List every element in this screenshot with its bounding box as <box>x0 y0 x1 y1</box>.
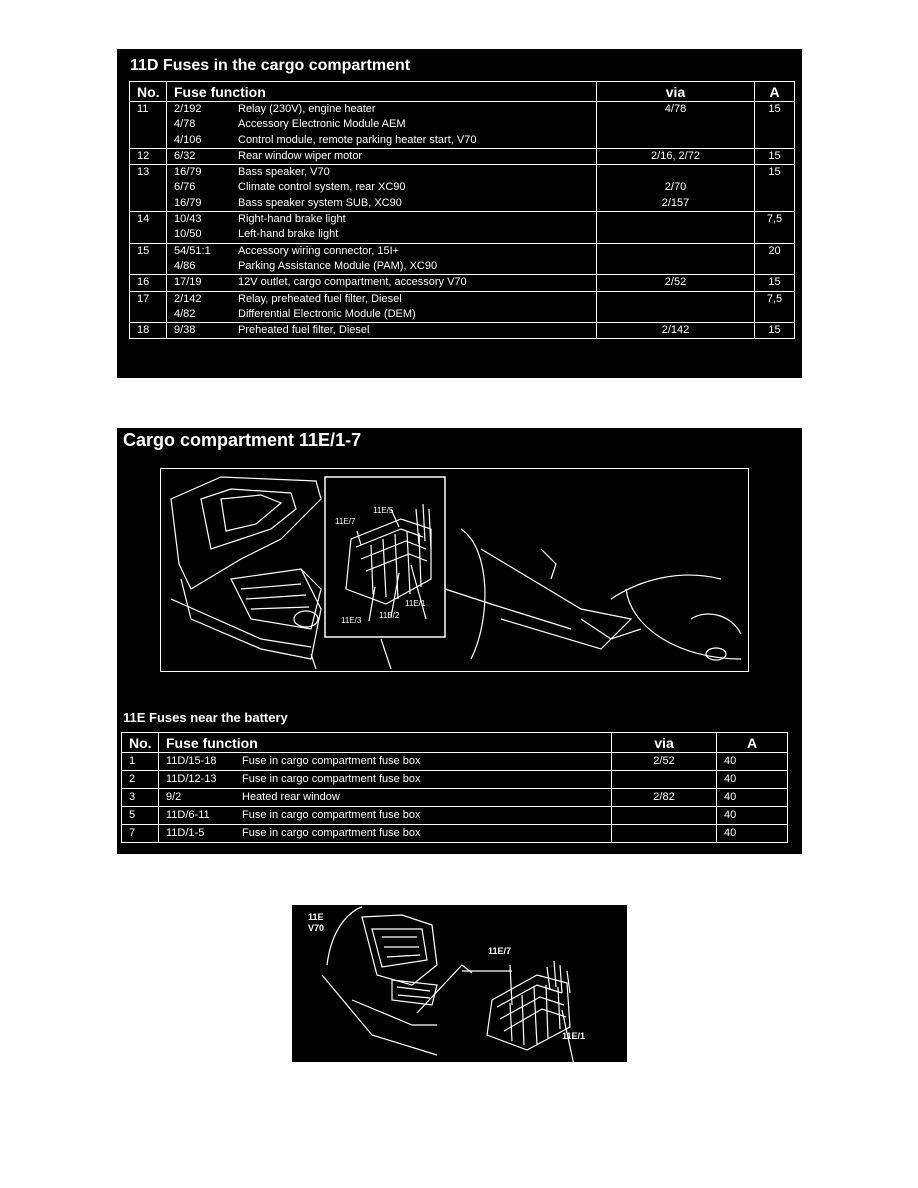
via-cell <box>612 807 717 825</box>
via-value <box>597 133 754 148</box>
component-description: Relay (230V), engine heater <box>238 103 376 115</box>
component-description: Control module, remote parking heater start, V70 <box>238 133 477 146</box>
via-cell <box>597 165 755 212</box>
component-code: 54/51:1 <box>174 244 211 257</box>
fuse-number: 13 <box>130 165 167 212</box>
fuse-function-cell <box>167 102 597 149</box>
via-cell <box>597 102 755 149</box>
fuse-11e-table <box>121 732 788 843</box>
label-11e1: 11E/1 <box>405 599 426 608</box>
fuse-function-cell <box>167 275 597 291</box>
component-code: 16/79 <box>174 166 202 179</box>
via-value <box>597 307 754 322</box>
fuse-11d-panel <box>117 49 802 378</box>
component-code: 9/2 <box>166 791 182 803</box>
table-row <box>130 323 795 339</box>
component-description: Right-hand brake light <box>238 213 346 226</box>
via-cell <box>597 243 755 275</box>
component-code: 11D/12-13 <box>166 773 217 785</box>
cargo-compartment-title: Cargo compartment 11E/1-7 <box>123 430 362 450</box>
function-line <box>174 212 596 227</box>
fuse-function-cell <box>167 291 597 323</box>
corner-label-v70: V70 <box>308 923 325 933</box>
amperage-cell: 15 <box>755 275 795 291</box>
function-line <box>174 307 596 322</box>
fuse-number: 15 <box>130 243 167 275</box>
table-row <box>122 771 788 789</box>
function-line <box>174 227 596 242</box>
amperage-cell: 20 <box>755 243 795 275</box>
col-header-amp: A <box>717 733 788 753</box>
component-description: Preheated fuel filter, Diesel <box>238 324 370 337</box>
via-value <box>597 165 754 180</box>
v70-fusebox-figure <box>292 905 627 1062</box>
component-description: Fuse in cargo compartment fuse box <box>242 809 421 821</box>
component-code: 4/78 <box>174 118 196 131</box>
cargo-compartment-panel <box>117 428 802 854</box>
function-line <box>174 180 596 195</box>
label-11e7: 11E/7 <box>335 517 356 526</box>
via-cell <box>597 212 755 244</box>
fuse-number: 18 <box>130 323 167 339</box>
amperage-cell: 15 <box>755 323 795 339</box>
label-11e7: 11E/7 <box>488 946 512 956</box>
function-line <box>174 323 596 338</box>
component-description: Fuse in cargo compartment fuse box <box>242 773 421 785</box>
fuse-function-cell <box>159 771 612 789</box>
amperage-cell: 15 <box>755 148 795 164</box>
fuse-function-cell <box>167 148 597 164</box>
cargo-fusebox-illustration <box>160 468 749 672</box>
fuse-function-cell <box>167 243 597 275</box>
component-code: 10/50 <box>174 228 202 241</box>
fuse-11d-table <box>129 81 795 339</box>
amperage-cell: 40 <box>717 753 788 771</box>
label-11e5: 11E/5 <box>373 506 394 515</box>
table-row <box>122 753 788 771</box>
table-row <box>122 789 788 807</box>
table-row <box>130 102 795 149</box>
amperage-cell: 15 <box>755 102 795 149</box>
via-value: 2/142 <box>661 324 690 337</box>
fuse-function-cell <box>167 323 597 339</box>
via-value <box>597 259 754 274</box>
table-row <box>130 212 795 244</box>
component-code: 9/38 <box>174 324 196 337</box>
component-description: Bass speaker, V70 <box>238 166 330 179</box>
amperage-cell: 7,5 <box>755 291 795 323</box>
label-11e1: 11E/1 <box>562 1031 586 1041</box>
component-description: Climate control system, rear XC90 <box>238 181 406 194</box>
via-value: 4/78 <box>664 103 687 115</box>
fuse-11e-subtitle: 11E Fuses near the battery <box>123 710 288 725</box>
via-cell <box>597 323 755 339</box>
fuse-11d-title: 11D Fuses in the cargo compartment <box>130 57 411 74</box>
via-value <box>597 117 754 132</box>
col-header-via: via <box>597 82 755 102</box>
component-code: 2/192 <box>174 103 202 115</box>
function-line <box>174 275 596 290</box>
function-line <box>174 196 596 211</box>
col-header-no: No. <box>130 82 167 102</box>
component-code: 6/32 <box>174 149 196 162</box>
component-code: 10/43 <box>174 213 202 226</box>
table-row <box>130 243 795 275</box>
table-header-row <box>122 733 788 753</box>
component-description: Heated rear window <box>242 791 340 803</box>
fuse-number: 5 <box>122 807 159 825</box>
via-cell <box>612 825 717 843</box>
amperage-cell: 40 <box>717 771 788 789</box>
col-header-no: No. <box>122 733 159 753</box>
fuse-number: 11 <box>130 102 167 149</box>
col-header-amp: A <box>755 82 795 102</box>
component-description: Fuse in cargo compartment fuse box <box>242 755 421 767</box>
fuse-number: 14 <box>130 212 167 244</box>
component-description: Accessory Electronic Module AEM <box>238 118 406 131</box>
component-code: 4/86 <box>174 259 196 272</box>
function-line <box>174 259 596 274</box>
fuse-function-cell <box>159 825 612 843</box>
via-cell: 2/82 <box>612 789 717 807</box>
via-value: 2/70 <box>664 181 687 194</box>
component-code: 11D/6-11 <box>166 809 210 821</box>
component-description: Parking Assistance Module (PAM), XC90 <box>238 259 438 272</box>
amperage-cell: 7,5 <box>755 212 795 244</box>
component-code: 17/19 <box>174 276 202 289</box>
fuse-number: 3 <box>122 789 159 807</box>
function-line <box>174 102 596 117</box>
fuse-function-cell <box>159 807 612 825</box>
fuse-number: 12 <box>130 148 167 164</box>
col-header-via: via <box>612 733 717 753</box>
table-row <box>122 807 788 825</box>
fuse-function-cell <box>159 753 612 771</box>
table-row <box>130 291 795 323</box>
component-description: Rear window wiper motor <box>238 149 363 162</box>
cargo-illustration-drawing <box>161 469 748 671</box>
component-description: Left-hand brake light <box>238 228 339 241</box>
via-value <box>597 227 754 242</box>
function-line <box>174 244 596 259</box>
col-header-fuse-function: Fuse function <box>167 82 597 102</box>
via-value <box>597 292 754 307</box>
via-value <box>597 212 754 227</box>
function-line <box>174 165 596 180</box>
fuse-function-cell <box>167 165 597 212</box>
via-value <box>597 244 754 259</box>
amperage-cell: 40 <box>717 807 788 825</box>
fuse-number: 7 <box>122 825 159 843</box>
fuse-function-cell <box>159 789 612 807</box>
table-header-row <box>130 82 795 102</box>
amperage-cell: 40 <box>717 825 788 843</box>
fuse-number: 16 <box>130 275 167 291</box>
corner-label-11e: 11E <box>308 912 324 922</box>
via-value: 2/52 <box>664 276 687 289</box>
component-description: 12V outlet, cargo compartment, accessory V70 <box>238 276 467 289</box>
fuse-number: 17 <box>130 291 167 323</box>
component-description: Relay, preheated fuel filter, Diesel <box>238 292 402 305</box>
component-description: Accessory wiring connector, 15I+ <box>238 244 400 257</box>
via-cell <box>597 291 755 323</box>
via-value: 2/16, 2/72 <box>651 149 700 162</box>
label-11e2: 11E/2 <box>379 611 400 620</box>
function-line <box>174 149 596 164</box>
via-cell: 2/52 <box>612 753 717 771</box>
via-value: 2/157 <box>661 196 690 209</box>
component-code: 16/79 <box>174 196 202 209</box>
function-line <box>174 133 596 148</box>
table-row <box>130 148 795 164</box>
label-11e3: 11E/3 <box>341 616 362 625</box>
component-code: 4/82 <box>174 307 196 320</box>
amperage-cell: 15 <box>755 165 795 212</box>
table-row <box>130 165 795 212</box>
via-cell <box>597 148 755 164</box>
component-description: Differential Electronic Module (DEM) <box>238 307 416 320</box>
component-description: Fuse in cargo compartment fuse box <box>242 827 421 839</box>
component-code: 6/76 <box>174 181 196 194</box>
fuse-function-cell <box>167 212 597 244</box>
component-code: 11D/15-18 <box>166 755 217 767</box>
function-line <box>174 117 596 132</box>
function-line <box>174 292 596 307</box>
via-cell <box>597 275 755 291</box>
fuse-number: 1 <box>122 753 159 771</box>
col-header-fuse-function: Fuse function <box>159 733 612 753</box>
table-row <box>122 825 788 843</box>
table-row <box>130 275 795 291</box>
component-description: Bass speaker system SUB, XC90 <box>238 196 402 209</box>
via-cell <box>612 771 717 789</box>
amperage-cell: 40 <box>717 789 788 807</box>
component-code: 11D/1-5 <box>166 827 205 839</box>
component-code: 4/106 <box>174 133 202 146</box>
component-code: 2/142 <box>174 292 202 305</box>
fuse-number: 2 <box>122 771 159 789</box>
